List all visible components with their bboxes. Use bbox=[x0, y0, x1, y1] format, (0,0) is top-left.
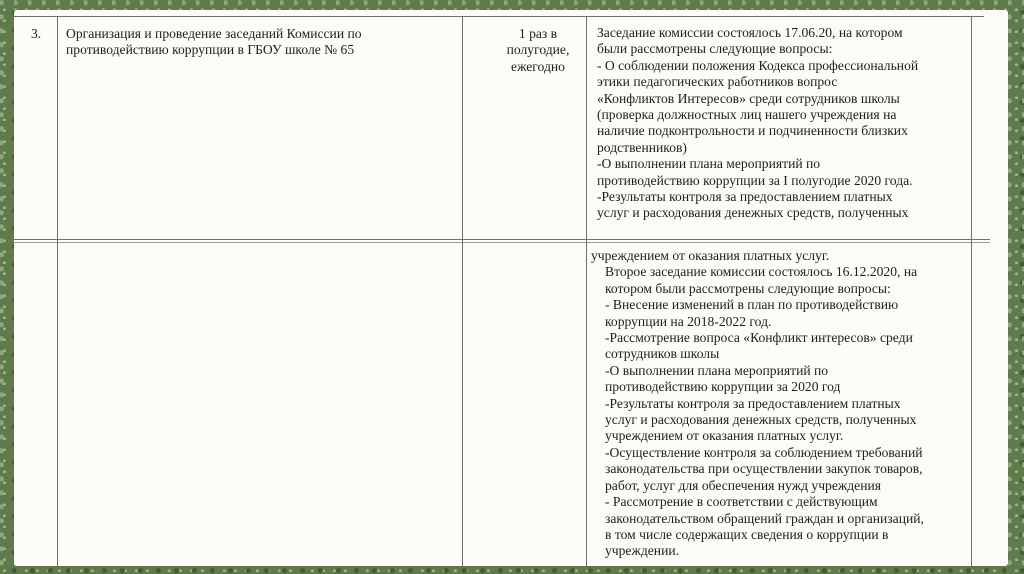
result-line: - Рассмотрение в соответствии с действующим bbox=[605, 494, 878, 510]
result-line: - О соблюдении положения Кодекса профессиональной bbox=[597, 57, 919, 73]
result-line: - Внесение изменений в план по противодействию bbox=[605, 297, 899, 313]
result-line: наличие подконтрольности и подчиненности близких bbox=[597, 123, 908, 139]
result-line: учреждением от оказания платных услуг. bbox=[605, 428, 844, 444]
result-line: -Осуществление контроля за соблюдением требований bbox=[605, 444, 923, 460]
result-line: коррупции на 2018-2022 год. bbox=[605, 313, 772, 329]
event-result-second bbox=[591, 248, 976, 560]
result-line: Заседание комиссии состоялось 17.06.20, на котором bbox=[597, 25, 903, 40]
result-line: в том числе содержащих сведения о коррупции в bbox=[605, 526, 889, 542]
frequency-line: ежегодно bbox=[511, 58, 565, 74]
row-number: 3. bbox=[31, 26, 42, 41]
frequency-line: полугодие, bbox=[506, 42, 570, 58]
event-title bbox=[66, 26, 426, 59]
table-top-border bbox=[14, 16, 984, 17]
event-frequency bbox=[476, 26, 600, 75]
column-border-1 bbox=[57, 16, 58, 566]
result-line: учреждением от оказания платных услуг. bbox=[591, 248, 830, 263]
title-line: противодействию коррупции в ГБОУ школе № 65 bbox=[66, 42, 355, 58]
result-line: учреждении. bbox=[605, 543, 680, 559]
result-line: -Рассмотрение вопроса «Конфликт интересов» среди bbox=[605, 330, 913, 346]
title-line: Организация и проведение заседаний Комиссии по bbox=[66, 26, 362, 41]
result-line: услуг и расходования денежных средств, полученных bbox=[605, 412, 917, 428]
result-line: -О выполнении плана мероприятий по bbox=[597, 156, 821, 172]
result-line: котором были рассмотрены следующие вопросы: bbox=[605, 280, 891, 296]
result-line: были рассмотрены следующие вопросы: bbox=[597, 41, 833, 57]
frequency-line: 1 раз в bbox=[518, 26, 558, 41]
result-line: законодательством обращений граждан и организаций, bbox=[605, 510, 924, 526]
column-border-3 bbox=[586, 16, 587, 566]
result-line: «Конфликтов Интересов» среди сотрудников школы bbox=[597, 90, 900, 106]
document-page bbox=[14, 10, 1008, 566]
result-line: противодействию коррупции за I полугодие 2020 года. bbox=[597, 172, 913, 188]
result-line: -Результаты контроля за предоставлением платных bbox=[597, 189, 893, 205]
result-line: (проверка должностных лиц нашего учреждения на bbox=[597, 107, 897, 123]
result-line: противодействию коррупции за 2020 год bbox=[605, 379, 841, 395]
result-line: родственников) bbox=[597, 139, 687, 155]
result-line: -Результаты контроля за предоставлением платных bbox=[605, 395, 901, 411]
row-divider-2 bbox=[14, 242, 990, 243]
result-line: Второе заседание комиссии состоялось 16.12.2020, на bbox=[605, 264, 918, 280]
column-border-2 bbox=[462, 16, 463, 566]
result-line: услуг и расходования денежных средств, полученных bbox=[597, 205, 909, 221]
row-divider bbox=[14, 239, 990, 240]
result-line: сотрудников школы bbox=[605, 346, 720, 362]
result-line: -О выполнении плана мероприятий по bbox=[605, 362, 829, 378]
event-result-first bbox=[597, 25, 969, 222]
result-line: этики педагогических работников вопрос bbox=[597, 74, 838, 90]
result-line: работ, услуг для обеспечения нужд учреждения bbox=[605, 477, 882, 493]
result-line: законодательства при осуществлении закупок товаров, bbox=[605, 461, 923, 477]
